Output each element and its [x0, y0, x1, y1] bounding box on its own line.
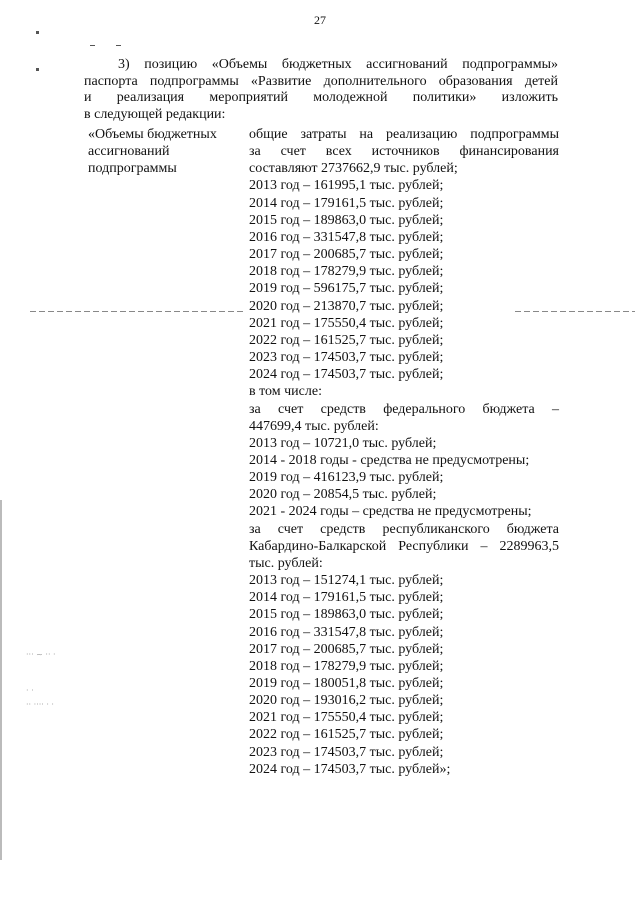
position-title-line: подпрограммы [88, 161, 177, 176]
republic-line: тыс. рублей: [249, 555, 323, 571]
republic-year-row: 2023 год – 174503,7 тыс. рублей; [249, 744, 444, 760]
republic-year-row: 2016 год – 331547,8 тыс. рублей; [249, 624, 444, 640]
position-title-line: «Объемы бюджетных [88, 127, 217, 142]
federal-line: за счет средств федерального бюджета – [249, 401, 559, 417]
total-year-row: 2017 год – 200685,7 тыс. рублей; [249, 247, 444, 263]
intro-paragraph [84, 57, 558, 123]
scan-speck [116, 45, 121, 46]
margin-edge-mark [0, 500, 2, 860]
total-year-row: 2014 год – 179161,5 тыс. рублей; [249, 195, 444, 211]
intro-line: 3) позицию «Объемы бюджетных ассигнований подпрограммы» [118, 57, 558, 72]
scan-speck [90, 45, 95, 46]
including-label: в том числе: [249, 384, 322, 400]
scan-line-left [30, 311, 245, 312]
budget-details [249, 126, 559, 778]
federal-row: 2013 год – 10721,0 тыс. рублей; [249, 435, 437, 451]
total-year-row: 2021 год – 175550,4 тыс. рублей; [249, 315, 444, 331]
republic-year-row: 2013 год – 151274,1 тыс. рублей; [249, 573, 444, 589]
republic-year-row: 2020 год – 193016,2 тыс. рублей; [249, 693, 444, 709]
intro-line: паспорта подпрограммы «Развитие дополнительного образования детей [84, 73, 558, 89]
federal-row: 2019 год – 416123,9 тыс. рублей; [249, 470, 444, 486]
republic-year-row: 2017 год – 200685,7 тыс. рублей; [249, 641, 444, 657]
total-line: составляют 2737662,9 тыс. рублей; [249, 161, 458, 177]
republic-line: Кабардино-Балкарской Республики – 2289963,5 [249, 538, 559, 554]
page-number: 27 [314, 13, 326, 27]
total-year-row: 2024 год – 174503,7 тыс. рублей; [249, 367, 444, 383]
scan-speck [36, 68, 39, 71]
intro-line: в следующей редакции: [84, 106, 226, 122]
republic-year-row: 2018 год – 178279,9 тыс. рублей; [249, 658, 444, 674]
total-year-row: 2016 год – 331547,8 тыс. рублей; [249, 229, 444, 245]
margin-scribble: ··· ~ ·· · [26, 650, 56, 659]
republic-year-row: 2024 год – 174503,7 тыс. рублей»; [249, 761, 451, 777]
total-year-row: 2015 год – 189863,0 тыс. рублей; [249, 212, 444, 228]
intro-line: и реализация мероприятий молодежной политики» изложить [84, 90, 558, 105]
position-title [88, 126, 238, 177]
scan-speck [36, 31, 39, 34]
republic-year-row: 2022 год – 161525,7 тыс. рублей; [249, 727, 444, 743]
total-year-row: 2019 год – 596175,7 тыс. рублей; [249, 281, 444, 297]
position-title-line: ассигнований [88, 144, 170, 159]
republic-year-row: 2021 год – 175550,4 тыс. рублей; [249, 710, 444, 726]
total-year-row: 2020 год – 213870,7 тыс. рублей; [249, 298, 444, 314]
total-year-row: 2022 год – 161525,7 тыс. рублей; [249, 332, 444, 348]
margin-scribble: ·· ···· · · [26, 700, 54, 709]
republic-year-row: 2015 год – 189863,0 тыс. рублей; [249, 607, 444, 623]
federal-line: 447699,4 тыс. рублей: [249, 418, 379, 434]
federal-row: 2020 год – 20854,5 тыс. рублей; [249, 487, 437, 503]
margin-scribble: · · [26, 686, 34, 695]
republic-year-row: 2019 год – 180051,8 тыс. рублей; [249, 676, 444, 691]
total-year-row: 2013 год – 161995,1 тыс. рублей; [249, 178, 444, 194]
total-year-row: 2018 год – 178279,9 тыс. рублей; [249, 264, 444, 280]
federal-row: 2021 - 2024 годы – средства не предусмотрены; [249, 504, 532, 520]
republic-year-row: 2014 год – 179161,5 тыс. рублей; [249, 590, 444, 606]
total-line: за счет всех источников финансирования [249, 144, 559, 160]
republic-line: за счет средств республиканского бюджета [249, 521, 559, 537]
total-line: общие затраты на реализацию подпрограммы [249, 127, 559, 142]
total-year-row: 2023 год – 174503,7 тыс. рублей; [249, 350, 444, 366]
federal-row: 2014 - 2018 годы - средства не предусмотрены; [249, 452, 530, 468]
